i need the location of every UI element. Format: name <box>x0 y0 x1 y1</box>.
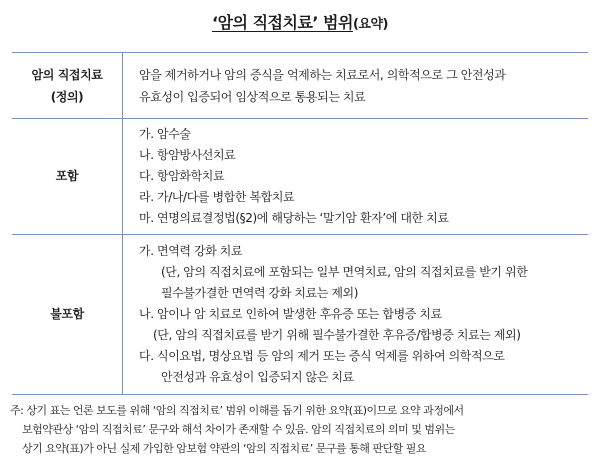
table-row-excluded <box>12 235 588 395</box>
footnote-line: 주: 상기 표는 언론 보도를 위해 ‘암의 직접치료’ 범위 이해를 돕기 위한 요약(표)이므로 요약 과정에서 <box>10 404 464 417</box>
table-row-definition <box>12 53 588 119</box>
footnote-line: 상기 요약(표)가 아닌 실제 가입한 암보험 약관의 ‘암의 직접치료’ 문구를 통해 판단할 필요 <box>22 442 426 455</box>
list-item: 가. 면역력 강화 치료 <box>139 244 243 258</box>
footnote-line: 보험약관상 ‘암의 직접치료’ 문구와 해석 차이가 존재할 수 있음. 암의 직접치료의 의미 및 범위는 <box>22 423 455 436</box>
list-item-exception: 필수불가결한 면역력 강화 치료는 제외) <box>161 286 359 300</box>
row-header-line: (정의) <box>50 89 84 104</box>
page-title <box>0 10 600 33</box>
row-header-excluded <box>12 235 123 395</box>
row-header-line: 암의 직접치료 <box>31 67 103 82</box>
list-item: 라. 가/나/다를 병합한 복합치료 <box>139 190 295 204</box>
list-item: 다. 항암화학치료 <box>139 169 225 183</box>
list-item: 나. 암이나 암 치료로 인하여 발생한 후유증 또는 합병증 치료 <box>139 307 442 321</box>
list-item: 마. 연명의료결정법(§2)에 해당하는 ‘말기암 환자’에 대한 치료 <box>139 211 449 225</box>
list-item: 다. 식이요법, 명상요법 등 암의 제거 또는 증식 억제를 위하여 의학적으로 <box>139 349 505 363</box>
definition-line: 암을 제거하거나 암의 증식을 억제하는 치료로서, 의학적으로 그 안전성과 <box>139 67 506 82</box>
row-header-definition <box>12 53 123 119</box>
row-header-included <box>12 119 123 235</box>
cancer-treatment-scope-table <box>12 52 588 395</box>
list-item-continuation: 안전성과 유효성이 입증되지 않은 치료 <box>161 370 354 384</box>
list-item-exception: (단, 암의 직접치료에 포함되는 일부 면역치료, 암의 직접치료를 받기 위한 <box>161 265 528 279</box>
table-row-included <box>12 119 588 235</box>
list-item: 가. 암수술 <box>139 127 191 141</box>
row-body-included <box>123 119 589 235</box>
row-body-excluded <box>123 235 589 395</box>
definition-line: 유효성이 입증되어 임상적으로 통용되는 치료 <box>139 89 366 104</box>
title-main: ‘암의 직접치료’ 범위 <box>212 13 353 32</box>
list-item-exception: (단, 암의 직접치료를 받기 위해 필수불가결한 후유증/합병증 치료는 제외) <box>153 328 521 342</box>
title-suffix: (요약) <box>352 17 388 32</box>
row-body-definition <box>123 53 589 119</box>
footnote <box>10 401 590 458</box>
row-header-line: 포함 <box>55 169 79 183</box>
row-header-line: 불포함 <box>50 307 84 321</box>
list-item: 나. 항암방사선치료 <box>139 148 236 162</box>
